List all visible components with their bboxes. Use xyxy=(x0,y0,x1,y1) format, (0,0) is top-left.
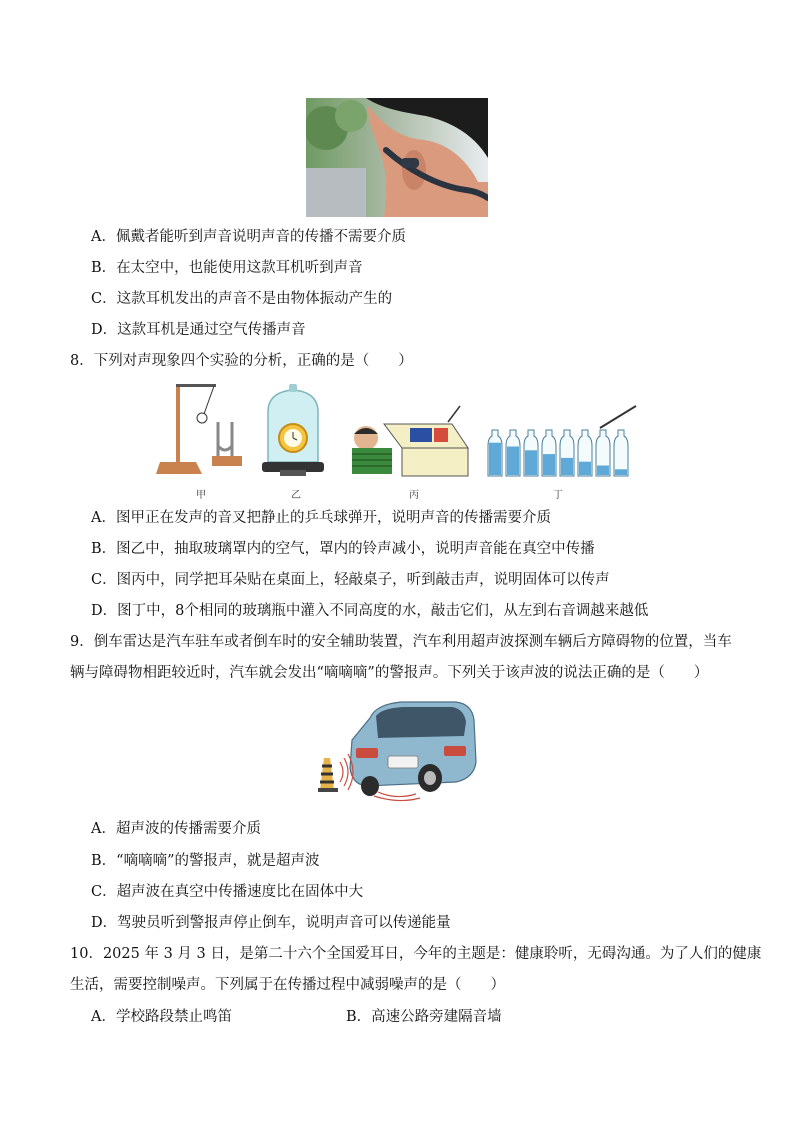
q9-option-c: C．超声波在真空中传播速度比在固体中大 xyxy=(91,884,364,900)
q8-option-d: D．图丁中，8个相同的玻璃瓶中灌入不同高度的水，敲击它们，从左到右音调越来越低 xyxy=(91,603,649,619)
caption-bing: 丙 xyxy=(409,490,419,501)
bottle-water xyxy=(507,447,519,476)
q9-stem-line1: 9．倒车雷达是汽车驻车或者倒车时的安全辅助装置，汽车利用超声波探测车辆后方障碍物的位置，当车 xyxy=(70,634,732,650)
bottle-water xyxy=(561,458,573,475)
bottle-water xyxy=(525,450,537,475)
bottle-water xyxy=(615,469,627,475)
bottle-group xyxy=(488,430,628,476)
q8-stem: 8．下列对声现象四个实验的分析，正确的是（ ） xyxy=(70,353,413,369)
q9-option-a: A．超声波的传播需要介质 xyxy=(91,821,261,837)
q10-option-b: B．高速公路旁建隔音墙 xyxy=(346,1009,502,1025)
caption-ding: 丁 xyxy=(553,490,563,501)
caption-jia: 甲 xyxy=(196,490,206,501)
q7-option-d: D．这款耳机是通过空气传播声音 xyxy=(91,322,306,338)
q9-option-b: B．“嘀嘀嘀”的警报声，就是超声波 xyxy=(91,853,320,869)
figure-jia-tuning-fork xyxy=(156,380,246,478)
glass-bottle xyxy=(614,430,628,476)
q9-stem-line2: 辆与障碍物相距较近时，汽车就会发出“嘀嘀嘀”的警报声。下列关于该声波的说法正确的是（ ） xyxy=(70,665,709,681)
q10-option-a: A．学校路段禁止鸣笛 xyxy=(91,1009,232,1025)
q7-option-b: B．在太空中，也能使用这款耳机听到声音 xyxy=(91,260,363,276)
bottle-water xyxy=(489,443,501,475)
q9-option-d: D．驾驶员听到警报声停止倒车，说明声音可以传递能量 xyxy=(91,915,451,931)
bottle-water xyxy=(597,466,609,476)
q7-option-a: A．佩戴者能听到声音说明声音的传播不需要介质 xyxy=(91,229,406,245)
bottle-water xyxy=(543,454,555,475)
figure-ding-glass-bottles xyxy=(484,402,640,478)
q7-option-c: C．这款耳机发出的声音不是由物体振动产生的 xyxy=(91,291,393,307)
figure-bing-ear-on-desk xyxy=(348,404,470,478)
q10-stem-line2: 生活，需要控制噪声。下列属于在传播过程中减弱噪声的是（ ） xyxy=(70,977,505,993)
q8-option-b: B．图乙中，抽取玻璃罩内的空气，罩内的铃声减小，说明声音能在真空中传播 xyxy=(91,541,595,557)
caption-yi: 乙 xyxy=(291,490,301,501)
figure-yi-bell-jar xyxy=(260,382,326,478)
q10-stem-line1: 10．2025 年 3 月 3 日，是第二十六个全国爱耳日，今年的主题是：健康聆听，无碍沟通。为了人们的健康 xyxy=(70,946,762,962)
reversing-car-figure xyxy=(316,700,478,802)
q8-option-a: A．图甲正在发声的音叉把静止的乒乓球弹开，说明声音的传播需要介质 xyxy=(91,510,551,526)
bottle-water xyxy=(579,462,591,475)
q8-option-c: C．图丙中，同学把耳朵贴在桌面上，轻敲桌子，听到敲击声，说明固体可以传声 xyxy=(91,572,610,588)
headphone-photo xyxy=(306,98,488,217)
